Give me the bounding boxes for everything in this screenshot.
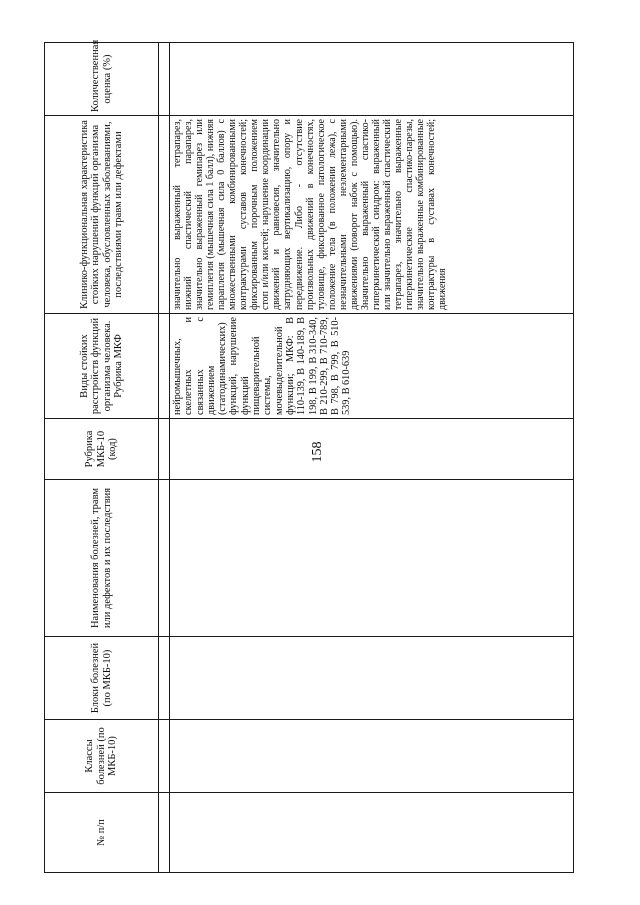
header-rubric: Рубрика МКБ-10 (код) (45, 419, 159, 480)
cell-names (170, 480, 574, 637)
cell-types (170, 314, 574, 419)
page-number: 158 (310, 441, 325, 463)
spacer-cell (159, 480, 170, 637)
header-percent: Количественная оценка (%) (45, 43, 159, 116)
header-clinical: Клинико-функциональная характеристика стойких нарушений функций организма человека, обусловленных заболеваниями, последствиями травм или дефектами (45, 116, 159, 314)
rotated-table-wrapper (44, 39, 574, 873)
header-types: Виды стойких расстройств функций организма человека. Рубрика МКФ (45, 314, 159, 419)
table-row (170, 43, 574, 873)
cell-clinical (170, 116, 574, 314)
table-header-row (45, 43, 159, 873)
spacer-cell (159, 637, 170, 720)
cell-classes (170, 720, 574, 793)
disease-table (44, 39, 574, 873)
header-names: Наименования болезней, травм или дефектов и их последствия (45, 480, 159, 637)
spacer-cell (159, 43, 170, 116)
spacer-cell (159, 793, 170, 873)
header-classes: Классы болезней (по МКБ-10) (45, 720, 159, 793)
header-num: № п/п (45, 793, 159, 873)
spacer-cell (159, 720, 170, 793)
header-blocks: Блоки болезней (по МКБ-10) (45, 637, 159, 720)
cell-rubric (170, 419, 574, 480)
spacer-cell (159, 314, 170, 419)
types-text: нейромышечных, скелетных и связанных с движением (статодинамических) функций, нарушение функций пищеварительной системы, мочевыделительной функции; МКФ: В 110-139, В 140-189, В 198, В 199, В 310-340, В 210-299, В 710-789, В 798, В 799, В 510-539, В 610-639 (172, 317, 353, 415)
spacer-cell (159, 116, 170, 314)
spacer-cell (159, 419, 170, 480)
table-spacer-row (159, 43, 170, 873)
cell-num (170, 793, 574, 873)
cell-percent (170, 43, 574, 116)
cell-blocks (170, 637, 574, 720)
clinical-text: значительно выраженный тетрапарез, нижний спастический парапарез, значительно выраженный гемипарез или гемиплегия (мышечная сила 1 балл), нижняя параплегия (мышечная сила 0 баллов) с множественными комбинированными контрактурами суставов конечностей; фиксированным порочным положением стоп и/или кистей; нарушение координации движений и равновесия, значительно затрудняющих вертикализацию, опору и передвижение. Либо - отсутствие произвольных движений в конечностях, туловище, фиксированное патологическое положение тела (в положении лежа), с незначительными неэлементарными движениями (поворот набок с помощью). Значительно выраженный спастико-гиперкинетический синдром: выраженный или значительно выраженный спастический тетрапарез, значительно выраженные гиперкинетические спастико-парезы, значительно выраженные комбинированные контрактуры в суставах конечностей; движения (172, 119, 449, 310)
